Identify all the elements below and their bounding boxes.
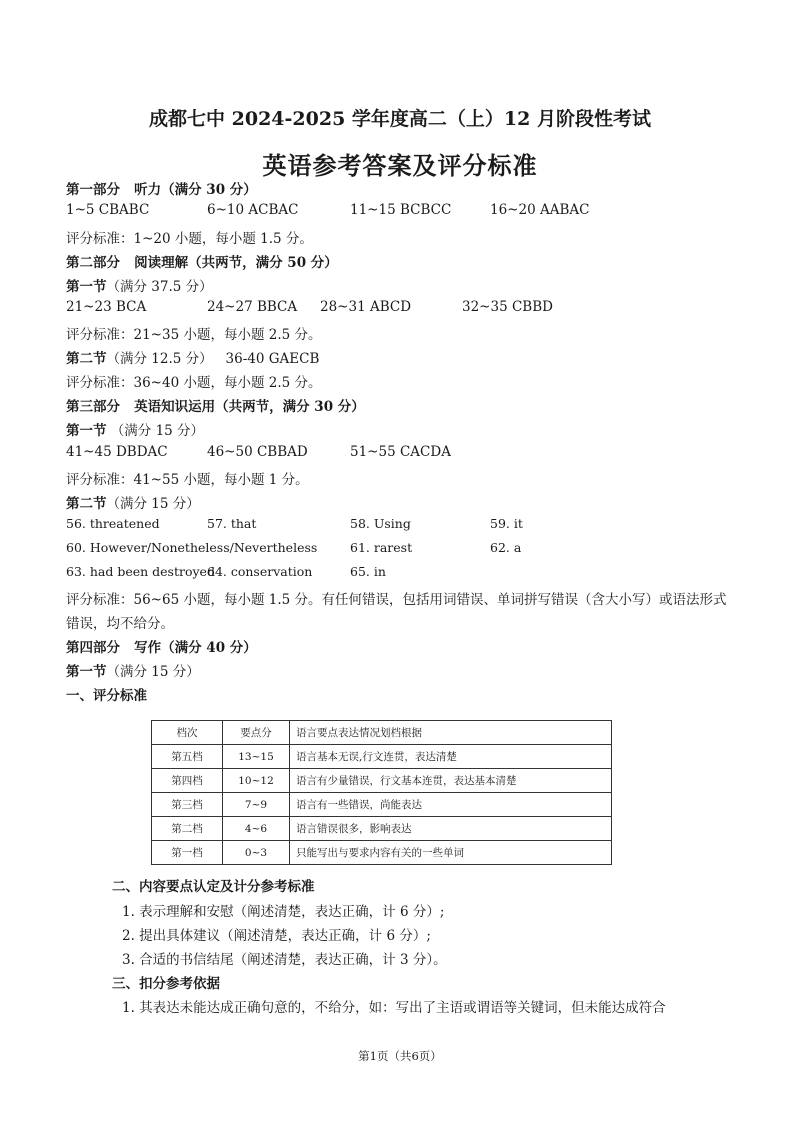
answer-key-title: 英语参考答案及评分标准 (262, 151, 538, 180)
section-heading: 第一节（满分 15 分） (66, 664, 200, 680)
table-cell: 10~12 (223, 769, 290, 793)
scoring-note: 评分标准：1~20 小题，每小题 1.5 分。 (66, 231, 313, 247)
table-row (152, 841, 612, 865)
answer-group: 6~10 ACBAC (207, 202, 299, 218)
table-cell: 第一档 (152, 841, 223, 865)
table-row (152, 769, 612, 793)
table-cell: 语言有一些错误，尚能表达 (290, 793, 612, 817)
table-header-cell: 语言要点表达情况划档根据 (290, 721, 612, 745)
answer-group: 21~23 BCA (66, 299, 147, 315)
table-row (152, 817, 612, 841)
page-footer: 第1页（共6页） (358, 1049, 442, 1063)
answer-item: 57. that (207, 516, 257, 531)
scoring-note-continued: 错误，均不给分。 (66, 616, 174, 632)
scoring-note: 评分标准：56~65 小题，每小题 1.5 分。有任何错误，包括用词错误、单词拼写错误（含大小写）或语法形式 (66, 592, 727, 608)
section-heading: 第一节 （满分 15 分） (66, 423, 205, 439)
answer-item: 65. in (350, 564, 386, 579)
answer-group: 16~20 AABAC (490, 202, 590, 218)
answer-group: 51~55 CACDA (350, 444, 451, 460)
answer-group: 32~35 CBBD (462, 299, 553, 315)
section-heading: 第一节（满分 37.5 分） (66, 279, 213, 295)
table-row (152, 793, 612, 817)
answer-item: 56. threatened (66, 516, 160, 531)
content-item: 1. 表示理解和安慰（阐述清楚，表达正确，计 6 分）; (122, 904, 445, 920)
table-cell: 0~3 (223, 841, 290, 865)
answer-group: 11~15 BCBCC (350, 202, 452, 218)
grading-table (151, 720, 612, 865)
content-heading: 二、内容要点认定及计分参考标准 (112, 879, 315, 895)
answer-item: 60. However/Nonetheless/Nevertheless (66, 540, 318, 555)
table-cell: 只能写出与要求内容有关的一些单词 (290, 841, 612, 865)
scoring-note: 评分标准：36~40 小题，每小题 2.5 分。 (66, 375, 322, 391)
answer-group: 28~31 ABCD (320, 299, 412, 315)
table-cell: 语言错误很多，影响表达 (290, 817, 612, 841)
table-cell: 第三档 (152, 793, 223, 817)
table-header-cell: 档次 (152, 721, 223, 745)
answer-group: 1~5 CBABC (66, 202, 150, 218)
section-heading: 第二节（满分 15 分） (66, 496, 200, 512)
table-cell: 4~6 (223, 817, 290, 841)
exam-title: 成都七中 2024-2025 学年度高二（上）12 月阶段性考试 (149, 108, 651, 130)
answer-group: 41~45 DBDAC (66, 444, 168, 460)
table-cell: 第五档 (152, 745, 223, 769)
answer-item: 64. conservation (207, 564, 313, 579)
scoring-note: 评分标准：41~55 小题，每小题 1 分。 (66, 472, 309, 488)
table-row (152, 745, 612, 769)
answer-item: 63. had been destroyed (66, 564, 215, 579)
content-item: 2. 提出具体建议（阐述清楚，表达正确，计 6 分）; (122, 928, 431, 944)
deduction-heading: 三、扣分参考依据 (112, 976, 220, 992)
criteria-heading: 一、评分标准 (66, 688, 147, 704)
part4-heading: 第四部分 写作（满分 40 分） (66, 640, 257, 656)
table-cell: 第二档 (152, 817, 223, 841)
answer-item: 62. a (490, 540, 522, 555)
answer-item: 61. rarest (350, 540, 413, 555)
table-cell: 第四档 (152, 769, 223, 793)
part1-heading: 第一部分 听力（满分 30 分） (66, 182, 257, 198)
table-header-row (152, 721, 612, 745)
scoring-note: 评分标准：21~35 小题，每小题 2.5 分。 (66, 327, 322, 343)
section-heading: 第二节（满分 12.5 分） 36-40 GAECB (66, 351, 320, 367)
answer-group: 46~50 CBBAD (207, 444, 308, 460)
deduction-item: 1. 其表达未能达成正确句意的，不给分，如：写出了主语或谓语等关键词，但未能达成符合 (122, 1000, 666, 1016)
answer-group: 24~27 BBCA (207, 299, 298, 315)
content-item: 3. 合适的书信结尾（阐述清楚，表达正确，计 3 分）。 (122, 952, 447, 968)
table-cell: 13~15 (223, 745, 290, 769)
table-cell: 7~9 (223, 793, 290, 817)
table-cell: 语言有少量错误，行文基本连贯，表达基本清楚 (290, 769, 612, 793)
table-header-cell: 要点分 (223, 721, 290, 745)
answer-item: 58. Using (350, 516, 411, 531)
part3-heading: 第三部分 英语知识运用（共两节，满分 30 分） (66, 399, 365, 415)
table-cell: 语言基本无误,行文连贯，表达清楚 (290, 745, 612, 769)
part2-heading: 第二部分 阅读理解（共两节，满分 50 分） (66, 255, 338, 271)
answer-item: 59. it (490, 516, 523, 531)
